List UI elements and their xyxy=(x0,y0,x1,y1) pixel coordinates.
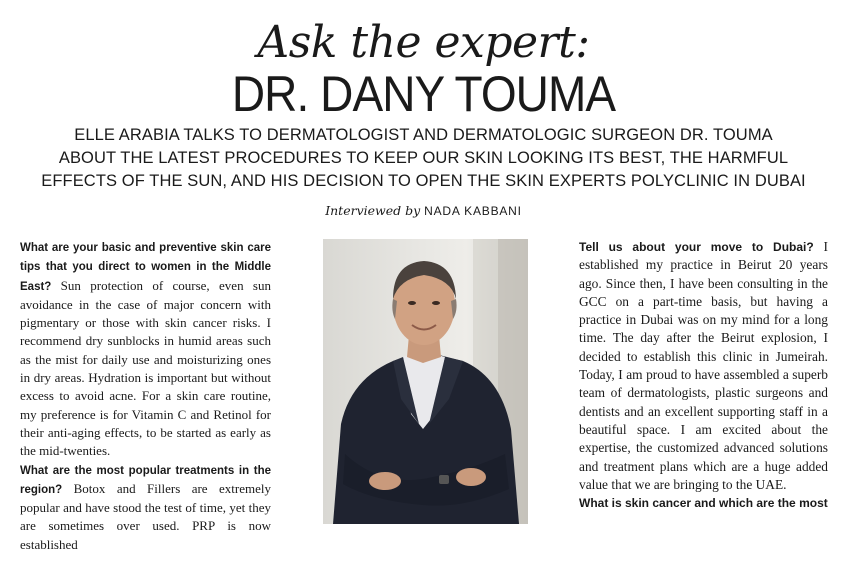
answer: I established my practice in Beirut 20 years ago. Since then, I have been consulting in the GCC on a part-time basis, but having a practice in Dubai was on my mind for a long time. The day after the Beirut explosion, I decided to establish this clinic in Jumeirah. Today, I am proud to have assembled a superb team of dermatologists, plastic surgeons and dentists and an excellent supporting staff in a beautiful space. I am excited about the expertise, the customized advanced solutions and treatment plans which are a huge added value that we are bringing to the UAE. xyxy=(579,239,828,492)
right-column xyxy=(579,238,828,512)
qa-paragraph xyxy=(20,238,271,461)
deck-line: EFFECTS OF THE SUN, AND HIS DECISION TO OPEN THE SKIN EXPERTS POLYCLINIC IN DUBAI xyxy=(41,172,806,190)
byline-author: NADA KABBANI xyxy=(424,204,522,218)
portrait-photo xyxy=(323,239,528,524)
byline xyxy=(0,203,847,218)
deck xyxy=(20,124,827,193)
headline: DR. DANY TOUMA xyxy=(231,66,616,122)
qa-paragraph xyxy=(579,238,828,494)
left-column xyxy=(20,238,271,554)
byline-prefix: Interviewed by xyxy=(325,203,421,218)
qa-paragraph xyxy=(20,461,271,554)
qa-paragraph xyxy=(579,494,828,512)
answer: Botox and Fillers are extremely popular and have stood the test of time, yet they are sometimes over used. PRP is now established xyxy=(20,480,271,552)
deck-line: ELLE ARABIA TALKS TO DERMATOLOGIST AND DERMATOLOGIC SURGEON DR. TOUMA xyxy=(74,126,773,144)
answer: Sun protection of course, even sun avoidance in the case of major concern with pigmentary or those with skin cancer risks. I recommend dry sunblocks in humid areas such as the mist for daily use and moisturizing ones in dry areas. Hydration is important but without excess to avoid acne. For a skin care routine, my preference is for Vitamin C and Retinol for their anti-aging effects, to be started as early as the mid-twenties. xyxy=(20,277,271,459)
question: What is skin cancer and which are the most xyxy=(579,496,828,511)
question: What are your basic and preventive skin care tips that you direct to women in the Middle East? xyxy=(20,242,271,293)
question: What are the most popular treatments in the region? xyxy=(20,464,271,496)
question: Tell us about your move to Dubai? xyxy=(579,240,814,254)
portrait-illustration xyxy=(323,239,528,524)
deck-line: ABOUT THE LATEST PROCEDURES TO KEEP OUR SKIN LOOKING ITS BEST, THE HARMFUL xyxy=(58,149,789,167)
kicker-title: Ask the expert: xyxy=(257,17,590,68)
